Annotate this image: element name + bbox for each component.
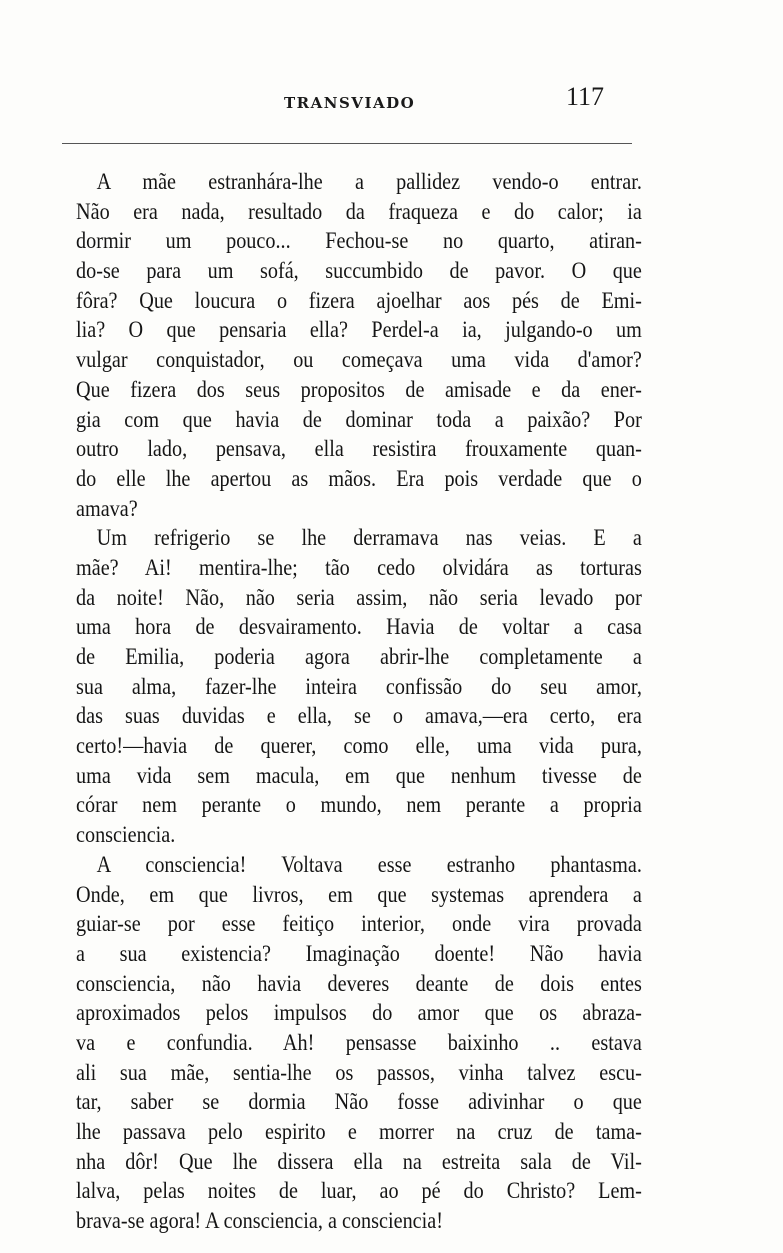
text-line: uma hora de desvairamento. Havia de voltar a casa	[76, 614, 642, 641]
text-line: das suas duvidas e ella, se o amava,—era certo, era	[76, 703, 642, 730]
page-number: 117	[566, 82, 605, 111]
text-line: a sua existencia? Imaginação doente! Não havia	[76, 940, 642, 967]
text-line: Que fizera dos seus propositos de amisade e da ener-	[76, 376, 642, 403]
text-line: amava?	[76, 495, 138, 522]
text-line: ali sua mãe, sentia-lhe os passos, vinha talvez escu-	[76, 1059, 642, 1086]
text-line: A consciencia! Voltava esse estranho phantasma.	[96, 851, 642, 878]
text-line: lalva, pelas noites de luar, ao pé do Christo? Lem-	[76, 1178, 642, 1205]
text-line: de Emilia, poderia agora abrir-lhe completamente a	[76, 644, 642, 670]
text-line: da noite! Não, não seria assim, não seria levado por	[76, 584, 642, 611]
text-line: do-se para um sofá, succumbido de pavor. O que	[76, 258, 642, 285]
text-line: aproximados pelos impulsos do amor que os abraza-	[76, 1000, 642, 1027]
text-line: A mãe estranhára-lhe a pallidez vendo-o entrar.	[96, 169, 642, 195]
header-rule	[62, 143, 632, 144]
text-line: uma vida sem macula, em que nenhum tivesse de	[76, 762, 642, 789]
text-line: tar, saber se dormia Não fosse adivinhar o que	[76, 1089, 642, 1116]
text-line: guiar-se por esse feitiço interior, onde vira provada	[76, 911, 642, 938]
running-title: TRANSVIADO	[284, 94, 416, 112]
text-line: Não era nada, resultado da fraqueza e do calor; ia	[76, 198, 642, 225]
text-line: certo!—havia de querer, como elle, uma vida pura,	[76, 733, 642, 760]
text-line: dormir um pouco... Fechou-se no quarto, atiran-	[76, 228, 642, 255]
text-line: gia com que havia de dominar toda a paixão? Por	[76, 406, 642, 433]
text-line: va e confundia. Ah! pensasse baixinho .. estava	[76, 1029, 642, 1056]
text-line: lhe passava pelo espirito e morrer na cruz de tama-	[76, 1119, 642, 1145]
text-line: Um refrigerio se lhe derramava nas veias. E a	[96, 525, 642, 552]
text-line: do elle lhe apertou as mãos. Era pois verdade que o	[76, 465, 642, 492]
text-line: nha dôr! Que lhe dissera ella na estreita sala de Vil-	[76, 1148, 642, 1175]
text-line: córar nem perante o mundo, nem perante a propria	[76, 792, 642, 819]
text-line: brava-se agora! A consciencia, a consciencia!	[76, 1208, 443, 1235]
text-line: sua alma, fazer-lhe inteira confissão do seu amor,	[76, 673, 642, 700]
text-line: consciencia, não havia deveres deante de dois entes	[76, 970, 642, 997]
text-line: consciencia.	[76, 822, 176, 849]
text-line: mãe? Ai! mentira-lhe; tão cedo olvidára as torturas	[76, 554, 642, 581]
text-line: outro lado, pensava, ella resistira frouxamente quan-	[76, 436, 642, 463]
text-line: vulgar conquistador, ou começava uma vida d'amor?	[76, 347, 642, 374]
text-line: fôra? Que loucura o fizera ajoelhar aos pés de Emi-	[76, 287, 642, 314]
body-text	[76, 168, 642, 1237]
text-line: lia? O que pensaria ella? Perdel-a ia, julgando-o um	[76, 317, 642, 344]
text-line: Onde, em que livros, em que systemas aprendera a	[76, 881, 642, 908]
